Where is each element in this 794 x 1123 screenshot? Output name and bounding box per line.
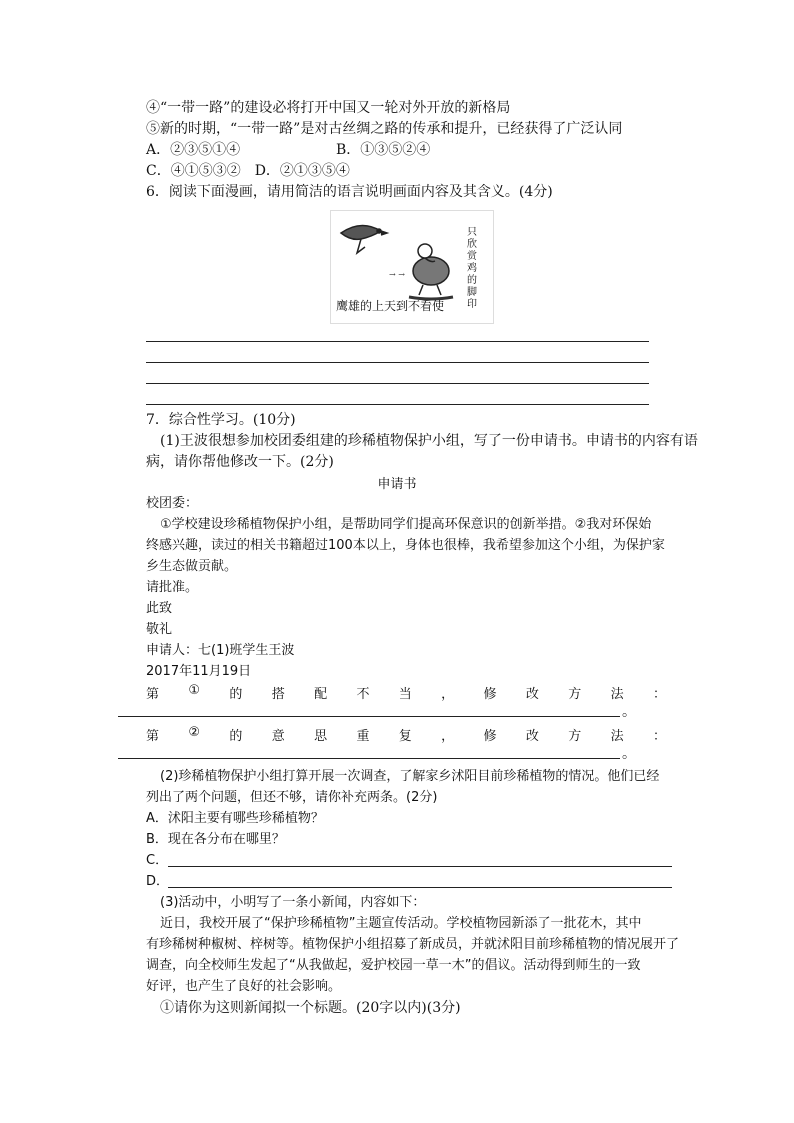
part3-intro: (3)活动中，小明写了一条小新闻，内容如下：	[160, 895, 426, 910]
letter-closing-2: 敬礼	[146, 622, 173, 637]
fix-2-char: 复	[398, 729, 412, 744]
letter-closing-1: 此致	[146, 601, 173, 616]
cartoon-side-text-7: 印	[467, 299, 477, 310]
chicken-figure	[409, 244, 453, 299]
cartoon-side-text-1: 只	[467, 227, 477, 238]
answer-line-2[interactable]	[146, 362, 649, 363]
letter-request: 请批准。	[146, 580, 199, 595]
news-line-1: 近日，我校开展了“保护珍稀植物”主题宣传活动。学校植物园新添了一批花木，其中	[160, 916, 642, 931]
fix-1-period: 。	[622, 704, 636, 720]
part1-line-1: (1)王波很想参加校团委组建的珍稀植物保护小组，写了一份申请书。申请书的内容有语	[160, 433, 698, 449]
fix-2-row	[146, 725, 666, 744]
fix-2-char: 第	[146, 729, 160, 744]
fix-2-char: 意	[271, 729, 285, 744]
fix-1-char: 的	[229, 687, 243, 702]
survey-question-c-line[interactable]	[168, 866, 672, 867]
fix-1-char: ，	[441, 687, 455, 702]
footprint-marks	[389, 270, 405, 279]
cartoon-caption: 鹰雄的上天到不看使	[336, 299, 445, 313]
choice-b: B．①③⑤②④	[336, 142, 431, 158]
answer-line-3[interactable]	[146, 383, 649, 384]
answer-line-1[interactable]	[146, 341, 649, 342]
option-item-5: ⑤新的时期，“一带一路”是对古丝绸之路的传承和提升，已经获得了广泛认同	[146, 121, 623, 137]
fix-2-char: 改	[525, 729, 539, 744]
cartoon-side-text-5: 的	[467, 275, 477, 286]
choice-a: A．②③⑤①④	[146, 142, 241, 158]
fix-1-char: 法	[610, 687, 624, 702]
survey-question-a: A．沭阳主要有哪些珍稀植物？	[146, 811, 324, 826]
news-line-3: 调查，向全校师生发起了“从我做起，爱护校园一草一木”的倡议。活动得到师生的一致	[146, 958, 641, 973]
option-item-4: ④“一带一路”的建设必将打开中国又一轮对外开放的新格局	[146, 100, 511, 116]
fix-2-char: 法	[610, 729, 624, 744]
cartoon-side-text-2: 欣	[467, 239, 477, 250]
letter-applicant: 申请人：七(1)班学生王波	[146, 643, 295, 658]
letter-body-line-3: 乡生态做贡献。	[146, 559, 238, 574]
fix-1-row	[146, 683, 666, 702]
fix-2-char: ②	[188, 725, 201, 740]
letter-title: 申请书	[377, 477, 417, 492]
survey-question-d-label: D．	[146, 874, 170, 889]
fix-2-char: 的	[229, 729, 243, 744]
eagle-figure	[341, 225, 387, 253]
subquestion-1: ①请你为这则新闻拟一个标题。(20字以内)(3分)	[160, 1000, 461, 1016]
cartoon-side-text-3: 赏	[467, 251, 477, 262]
news-line-2: 有珍稀树种椒树、梓树等。植物保护小组招募了新成员，并就沭阳目前珍稀植物的情况展开了	[146, 937, 680, 952]
fix-1-char: 搭	[271, 687, 285, 702]
letter-body-line-2: 终感兴趣，读过的相关书籍超过100本以上，身体也很棒，我希望参加这个小组，为保护家	[146, 538, 665, 553]
fix-2-char: 重	[356, 729, 370, 744]
cartoon-side-text-6: 脚	[467, 287, 477, 298]
part1-line-2: 病，请你帮他修改一下。(2分)	[146, 454, 334, 470]
fix-2-char: ，	[441, 729, 455, 744]
fix-2-char: 思	[314, 729, 328, 744]
fix-1-char: ①	[188, 683, 201, 698]
fix-2-answer-line[interactable]	[118, 758, 620, 759]
fix-1-char: 修	[483, 687, 497, 702]
fix-2-char: 方	[568, 729, 582, 744]
fix-1-char: 方	[568, 687, 582, 702]
svg-text:→ →: → →	[389, 270, 405, 279]
news-line-4: 好评，也产生了良好的社会影响。	[146, 979, 342, 994]
question-6-prompt: 6．阅读下面漫画，请用简洁的语言说明画面内容及其含义。(4分)	[146, 184, 553, 200]
fix-1-char: 当	[398, 687, 412, 702]
answer-line-4[interactable]	[146, 404, 649, 405]
survey-question-d-line[interactable]	[168, 887, 672, 888]
letter-salutation: 校团委：	[146, 496, 199, 511]
cartoon-side-text-4: 鸡	[467, 263, 477, 274]
survey-question-c-label: C．	[146, 853, 169, 868]
fix-2-period: 。	[622, 746, 636, 762]
choice-c-d: C．④①⑤③② D．②①③⑤④	[146, 163, 350, 179]
fix-1-char: 改	[525, 687, 539, 702]
survey-question-b: B．现在各分布在哪里？	[146, 832, 285, 847]
part2-line-1: (2)珍稀植物保护小组打算开展一次调查，了解家乡沭阳目前珍稀植物的情况。他们已经	[160, 769, 660, 784]
fix-2-char: 修	[483, 729, 497, 744]
fix-1-char: 不	[356, 687, 370, 702]
fix-1-answer-line[interactable]	[118, 716, 620, 717]
fix-1-char: 第	[146, 687, 160, 702]
fix-1-char: ：	[652, 687, 666, 702]
part2-line-2: 列出了两个问题，但还不够，请你补充两条。(2分)	[146, 790, 438, 805]
fix-1-char: 配	[314, 687, 328, 702]
fix-2-char: ：	[652, 729, 666, 744]
question-7-title: 7．综合性学习。(10分)	[146, 412, 296, 428]
letter-body-line-1: ①学校建设珍稀植物保护小组，是帮助同学们提高环保意识的创新举措。②我对环保始	[160, 517, 652, 532]
letter-date: 2017年11月19日	[146, 664, 252, 679]
